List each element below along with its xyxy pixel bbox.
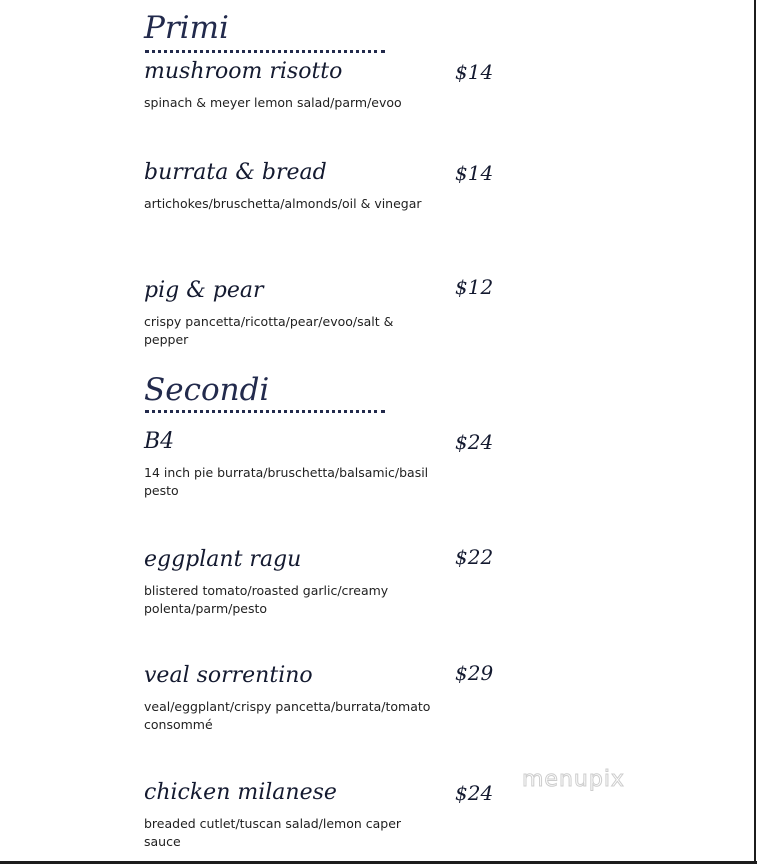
item-description: 14 inch pie burrata/bruschetta/balsamic/basil pesto (144, 465, 429, 498)
item-price: $14 (455, 60, 494, 84)
section-divider-secondi (145, 410, 385, 413)
item-name: B4 (144, 429, 175, 454)
item-price: $22 (455, 545, 494, 569)
item-description: spinach & meyer lemon salad/parm/evoo (144, 95, 402, 110)
item-price: $14 (455, 161, 494, 185)
item-description: veal/eggplant/crispy pancetta/burrata/tomato consommé (144, 699, 431, 732)
item-name: pig & pear (144, 278, 264, 303)
frame-border-right (754, 0, 756, 864)
item-price: $24 (455, 430, 494, 454)
section-divider-primi (145, 50, 385, 53)
item-description: blistered tomato/roasted garlic/creamy polenta/parm/pesto (144, 583, 389, 616)
section-title-primi: Primi (144, 10, 229, 46)
item-description: crispy pancetta/ricotta/pear/evoo/salt & pepper (144, 314, 394, 347)
item-name: eggplant ragu (144, 547, 302, 572)
section-title-secondi: Secondi (144, 372, 270, 408)
item-description: breaded cutlet/tuscan salad/lemon caper sauce (144, 816, 402, 849)
item-name: chicken milanese (144, 780, 337, 805)
watermark-logo: menupix (522, 767, 625, 792)
item-name: mushroom risotto (144, 59, 343, 84)
item-name: veal sorrentino (144, 663, 313, 688)
item-price: $12 (455, 275, 494, 299)
item-description: artichokes/bruschetta/almonds/oil & vinegar (144, 196, 422, 211)
item-name: burrata & bread (144, 160, 327, 185)
item-price: $29 (455, 661, 494, 685)
item-price: $24 (455, 781, 494, 805)
